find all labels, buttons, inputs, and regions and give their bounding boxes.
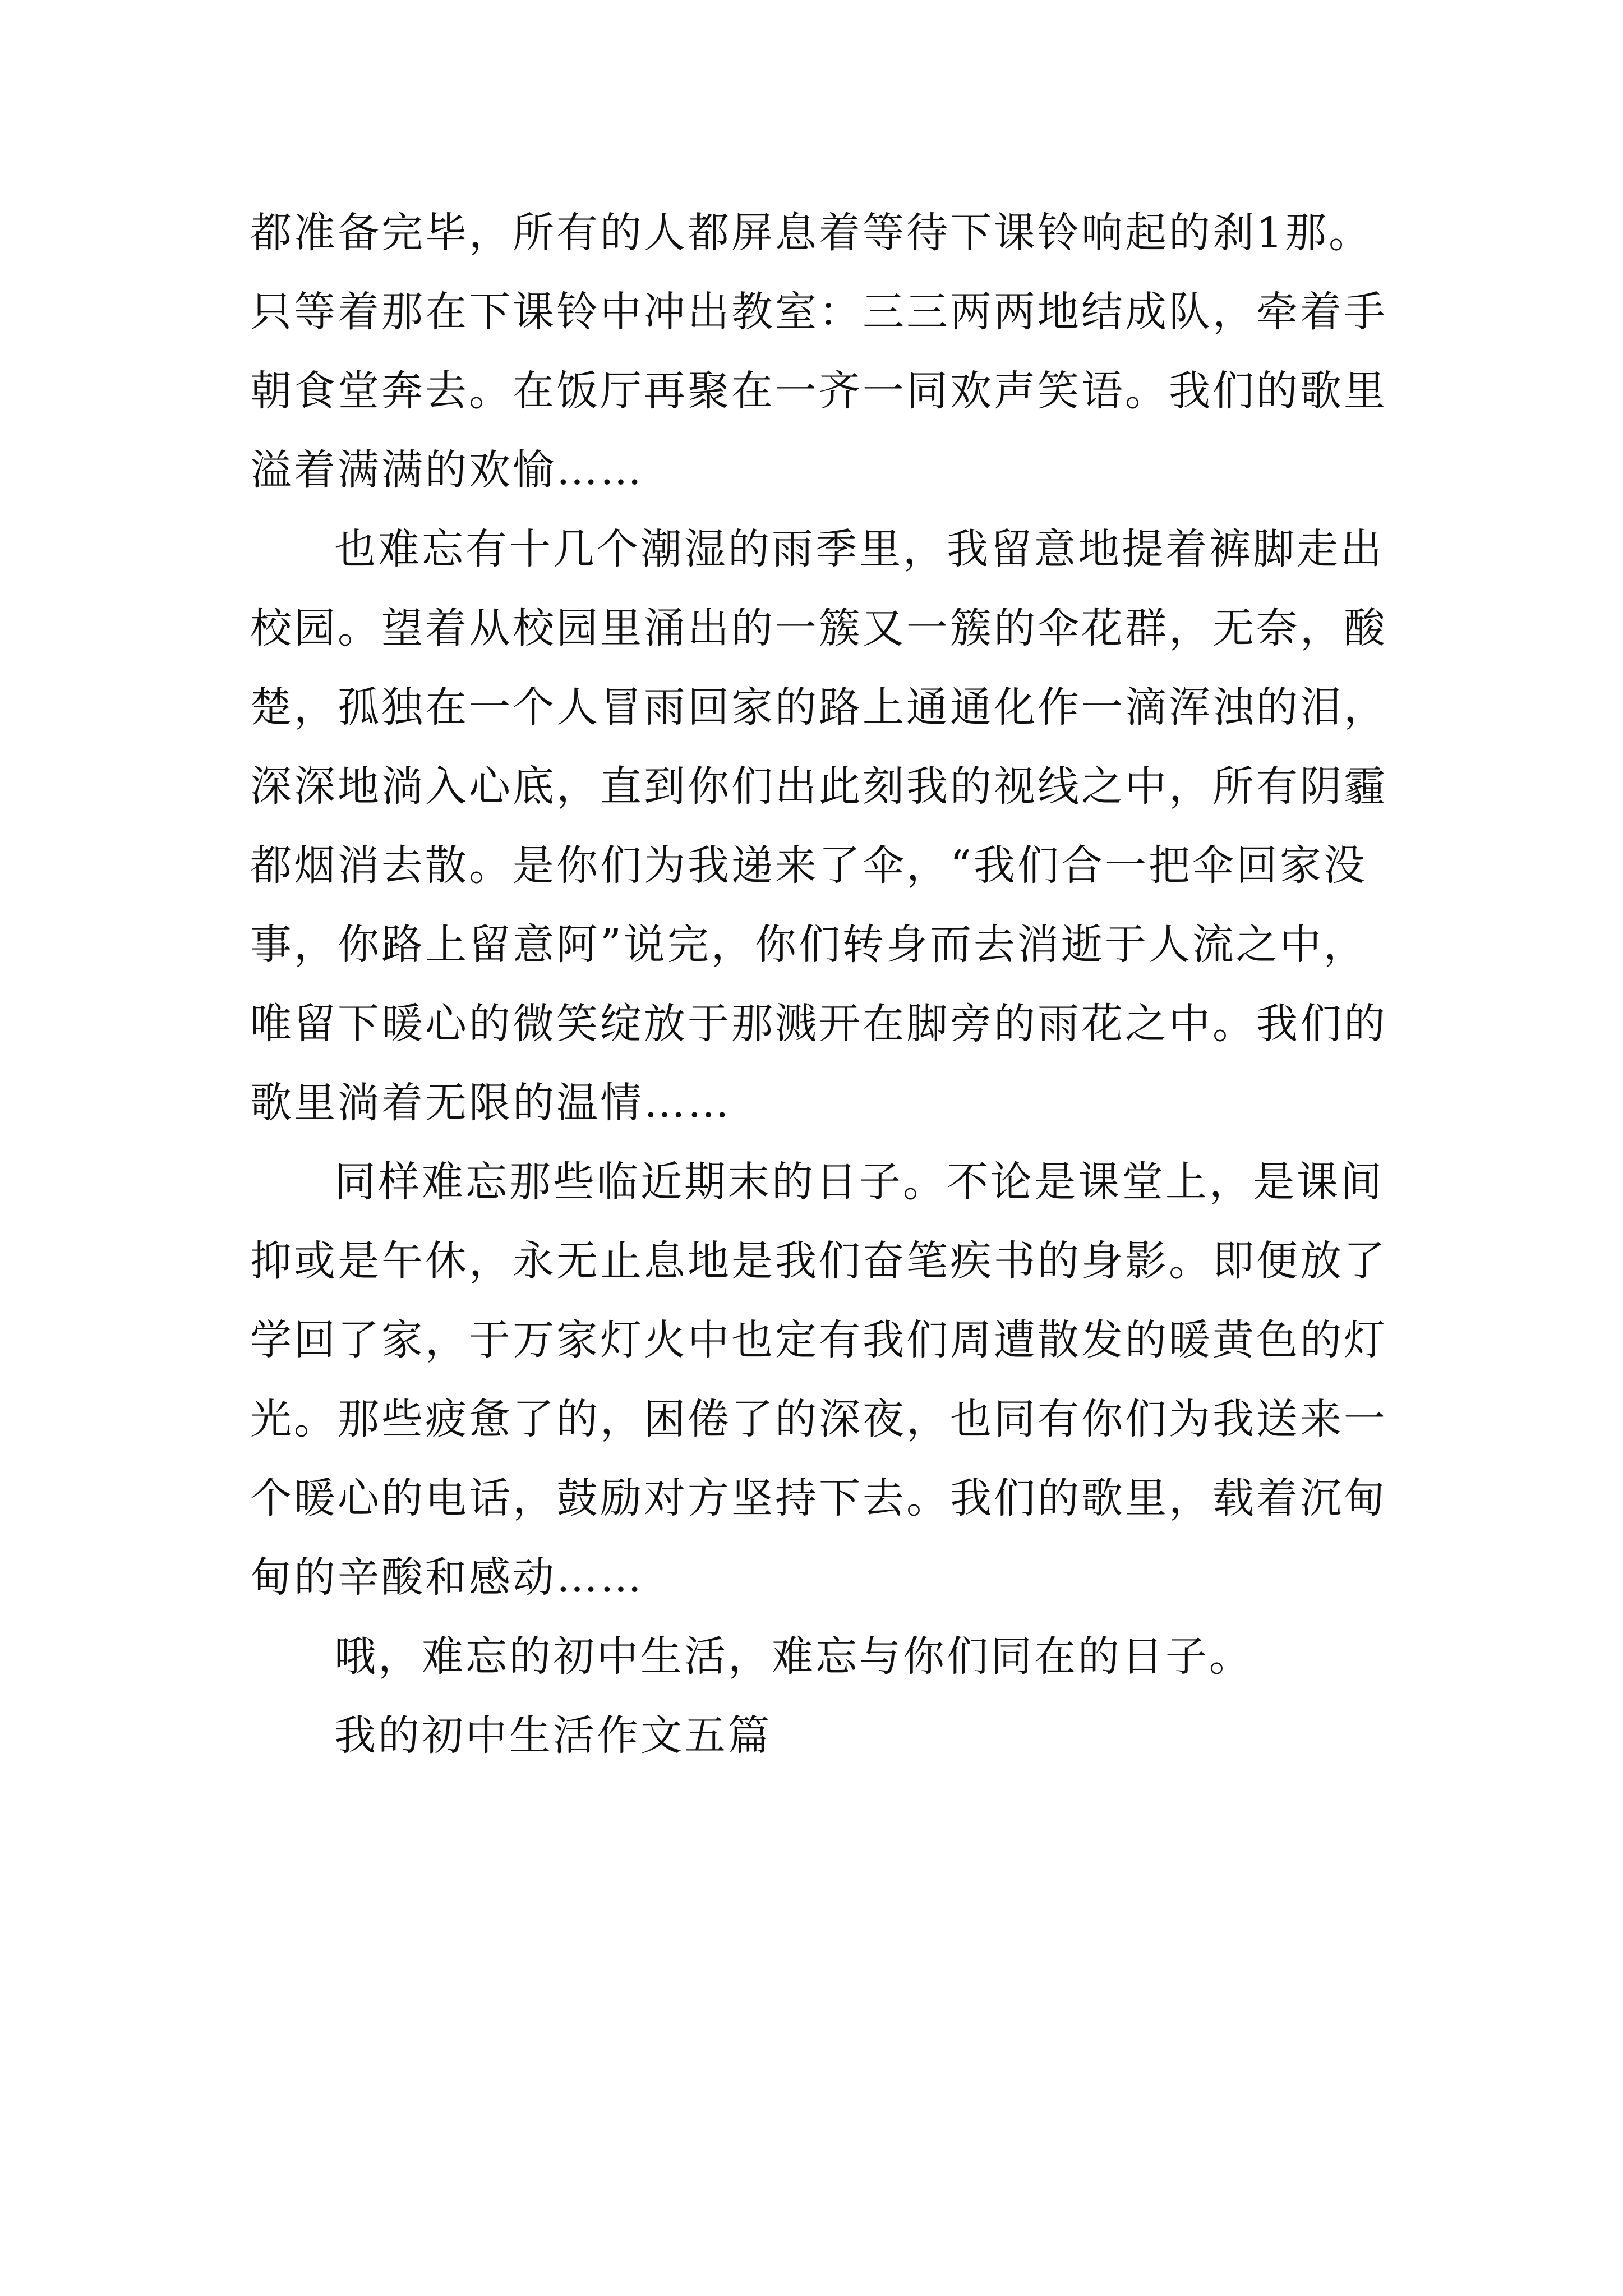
paragraph-first-line: 哦，难忘的初中生活，难忘与你们同在的日子。 [334,1632,1253,1681]
text-line: 溢着满满的欢愉…… [250,446,644,494]
text-line: 学回了家，于万家灯火中也定有我们周遭散发的暖黄色的灯 [250,1316,1387,1364]
text-line: 深深地淌入心底，直到你们出此刻我的视线之中，所有阴霾 [250,762,1387,811]
text-line: 都烟消去散。是你们为我递来了伞，“我们合一把伞回家没 [250,841,1367,890]
text-line: 校园。望着从校园里涌出的一簇又一簇的伞花群，无奈，酸 [250,604,1387,652]
text-line: 歌里淌着无限的温情…… [250,1079,731,1127]
section-heading: 我的初中生活作文五篇 [334,1711,772,1760]
document-body [250,194,1389,1775]
text-line: 甸的辛酸和感动…… [250,1553,644,1602]
text-line: 抑或是午休，永无止息地是我们奋笔疾书的身影。即便放了 [250,1237,1387,1285]
text-line: 唯留下暖心的微笑绽放于那溅开在脚旁的雨花之中。我们的 [250,1000,1387,1048]
paragraph-first-line: 也难忘有十几个潮湿的雨季里，我留意地提着裤脚走出 [334,525,1384,573]
text-line: 事，你路上留意阿”说完，你们转身而去消逝于人流之中， [250,921,1367,969]
paragraph-first-line: 同样难忘那些临近期末的日子。不论是课堂上，是课间 [334,1158,1384,1206]
text-line: 只等着那在下课铃中冲出教室：三三两两地结成队，牵着手 [250,288,1387,336]
text-line: 个暖心的电话，鼓励对方坚持下去。我们的歌里，载着沉甸 [250,1474,1387,1522]
text-line: 楚，孤独在一个人冒雨回家的路上通通化作一滴浑浊的泪， [250,683,1387,731]
text-line: 都准备完毕，所有的人都屏息着等待下课铃响起的刹1那。 [250,209,1373,257]
text-line: 光。那些疲惫了的，困倦了的深夜，也同有你们为我送来一 [250,1395,1387,1443]
text-line: 朝食堂奔去。在饭厅再聚在一齐一同欢声笑语。我们的歌里 [250,367,1387,415]
